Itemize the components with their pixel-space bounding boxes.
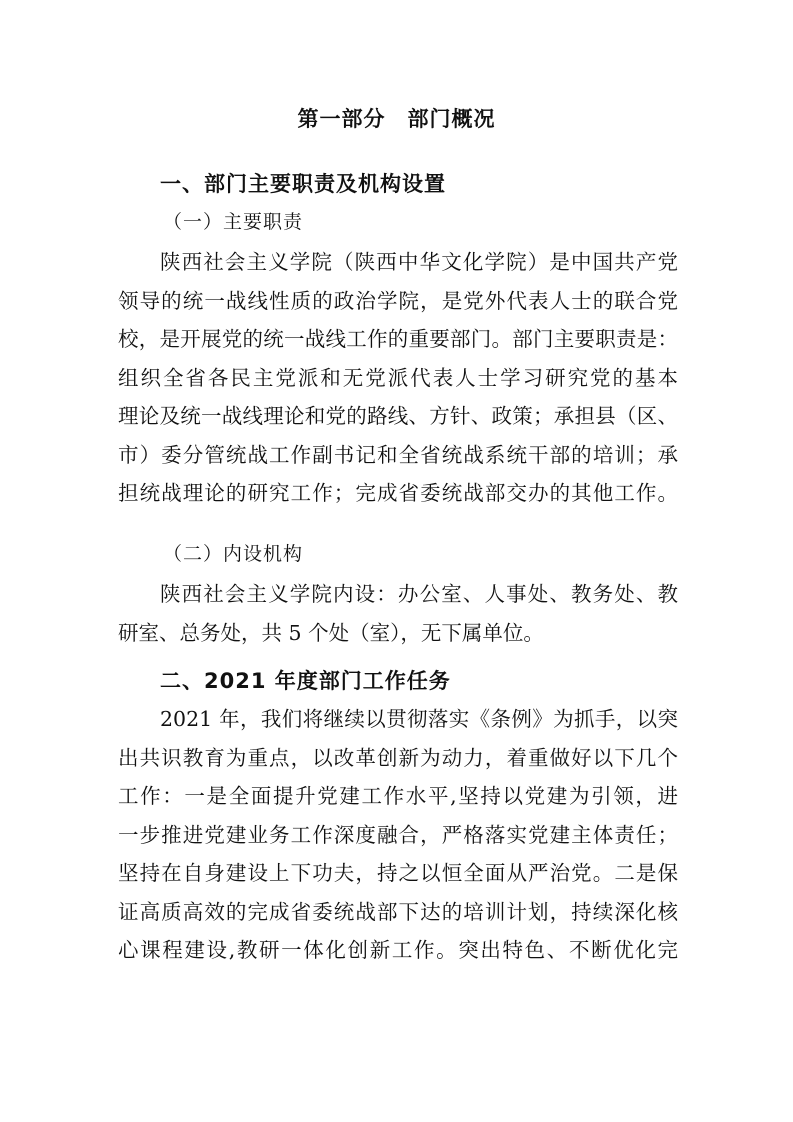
text-line: 领导的统一战线性质的政治学院，是党外代表人士的联合党	[118, 288, 678, 313]
section-heading-duties-structure: 一、部门主要职责及机构设置	[160, 172, 446, 196]
text-line: 市）委分管统战工作副书记和全省统战系统干部的培训；承	[118, 442, 678, 467]
text-line: 心课程建设,教研一体化创新工作。突出特色、不断优化完	[118, 938, 678, 962]
text-line: 担统战理论的研究工作；完成省委统战部交办的其他工作。	[118, 481, 678, 505]
text-line: 坚持在自身建设上下功夫，持之以恒全面从严治党。二是保	[118, 861, 678, 885]
text-line: 组织全省各民主党派和无党派代表人士学习研究党的基本	[118, 365, 678, 390]
text-line: 工作：一是全面提升党建工作水平,坚持以党建为引领，进	[118, 784, 678, 808]
page-title: 第一部分 部门概况	[297, 107, 496, 131]
text-line: 陕西社会主义学院内设：办公室、人事处、教务处、教	[160, 582, 678, 606]
subsection-heading-internal-structure: （二）内设机构	[163, 543, 304, 565]
paragraph-main-duties	[118, 243, 678, 513]
paragraph-2021-tasks	[118, 700, 678, 970]
text-line: 出共识教育为重点，以改革创新为动力，着重做好以下几个	[118, 745, 678, 770]
text-line: 研室、总务处，共 5 个处（室），无下属单位。	[118, 620, 544, 645]
subsection-heading-main-duties: （一）主要职责	[163, 211, 304, 233]
text-line: 一步推进党建业务工作深度融合，严格落实党建主体责任；	[118, 822, 678, 847]
text-line: 校，是开展党的统一战线工作的重要部门。部门主要职责是：	[118, 327, 678, 351]
section-heading-2021-tasks: 二、2021 年度部门工作任务	[160, 669, 451, 693]
text-line: 证高质高效的完成省委统战部下达的培训计划，持续深化核	[118, 899, 678, 924]
text-line: 2021 年，我们将继续以贯彻落实《条例》为抓手，以突	[160, 707, 678, 731]
paragraph-internal-structure	[118, 575, 678, 652]
text-line: 陕西社会主义学院（陕西中华文化学院）是中国共产党	[160, 250, 678, 274]
text-line: 理论及统一战线理论和党的路线、方针、政策；承担县（区、	[118, 404, 678, 428]
